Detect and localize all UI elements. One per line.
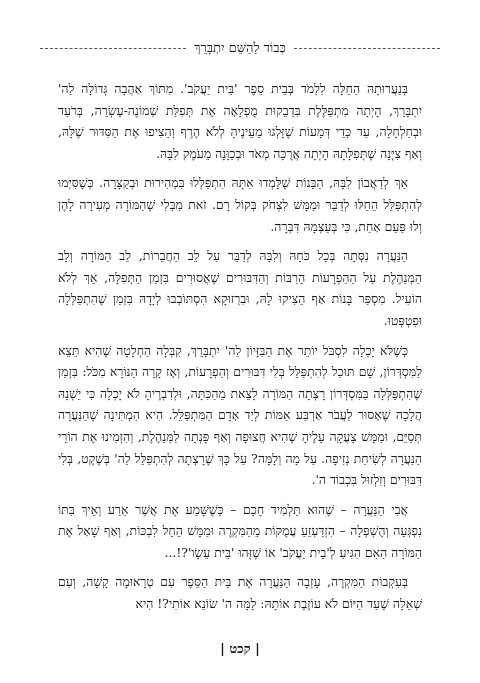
paragraph: הַנַּעֲרָה נִסְּתָה בְּכָל כֹּחָהּ וְלִבָּהּ לְדַבֵּר עַל לֵב הַחֲבֵרוֹת, לֵב הַמּוֹרָה וְלֵב הַמְּנַהֶלֶת עַל הַהַפְרָעוֹת הָרַבּוֹת וְהַדִּבּוּרִים שֶׁאֲסוּרִים בִּזְמַן הַתְּפִלָּה, אַךְ לְלֹא הוֹעִיל. מִסְפַּר בָּנוֹת אַף הֵצִיקוּ לָהּ, וּבִרְזוּקָא הִסְתּוֹבְבוּ לְיָדָהּ בִּזְמַן שֶׁהִתְפַּלְּלָה וּפִטְפְּטוּ.: [58, 248, 422, 328]
header-rule-left: [40, 48, 186, 49]
header-rule-right: [294, 48, 440, 49]
page-number: | קכט |: [220, 642, 260, 657]
body-text: [58, 78, 422, 623]
running-header: [40, 40, 440, 56]
paragraph: כְּשֶׁלֹּא יָכְלָה לִסְבֹּל יוֹתֵר אֶת הַבִּזָּיוֹן לַה' יִתְבָּרֵךְ, קִבְּלָה הַחְלָטָה שֶׁהִיא תֵּצֵא לַמִּסְדְּרוֹן, שָׁם תּוּכַל לְהִתְפַּלֵּל בְּלִי דִּבּוּרִים וְהַפְרָעוֹת, וְאָז קָרָה הַנּוֹרָא מִכֹּל: בִּזְמַן שֶׁהִתְפַּלְּלָה בַּמִּסְדְּרוֹן רָצְתָה הַמּוֹרָה לָצֵאת מֵהַכִּתָּה, וּלְדִבְרֶיהָ לֹא יָכְלָה כִּי יֵשְׁנָהּ הֲלָכָה שֶׁאָסוּר לַעֲבֹר אַרְבַּע אַמּוֹת לְיַד אָדָם הַמִּתְפַּלֵּל. הִיא הִמְתִּינָה שֶׁהַנַּעֲרָה תְּסַיֵּם, וּמַמָּשׁ צָעֲקָה עָלֶיהָ שֶׁהִיא חֲצוּפָה וְאַף פָּנְתָה לַמְּנַהֶלֶת, וְהִזְמִינוּ אֶת הוֹרֵי הַנַּעֲרָה לְשִׂיחַת נְזִיפָה. עַל מָה וְלָמָּה? עַל כָּךְ שֶׁרָצְתָה לְהִתְפַּלֵּל לַה' בְּשֶׁקֶט, בְּלִי דִּבּוּרִים וְזִלְזוּל בִּכְבוֹד ה'.: [58, 342, 422, 488]
paragraph: אֲבִי הַנַּעֲרָה – שֶׁהוּא תַּלְמִיד חָכָם – כְּשֶׁשָּׁמַע אֶת אֲשֶׁר אֵרַע וְאֵיךְ בִּתּוֹ נִפְגְּעָה וְהֻשְׁפְּלָה – הִזְדַּעְזֵעַ עֲמֻקּוֹת מֵהַמִּקְרֶה וּמַמָּשׁ הֵחֵל לִבְכּוֹת, וְאַף שָׁאַל אֶת הַמּוֹרָה הַאִם הִגִּיעַ לְ'בֵית יַעֲקֹב' אוֹ שֶׁזֶּהוּ 'בֵּית עֵשָׂו'?!...: [58, 501, 422, 560]
paragraph: בְּנַעֲרוּתָהּ הַחֵלָּה לִלְמֹד בְּבֵית סֵפֶר 'בֵּית יַעֲקֹב'. מִתּוֹךְ אַהֲבָה גְּדוֹלָה לַה' יִתְבָּרֵךְ, הָיְתָה מִתְפַּלֶּלֶת בִּדְבֵקוּת מֻפְלָאָה אֶת תְּפִלַּת שְׁמוֹנֶה-עֶשְׂרֵה, בְּרֹעַד וּבְחַלְחָלָה, עַד כְּדֵי דְּמָעוֹת שֶׁזָּלְגוּ מֵעֵינֶיהָ לְלֹא הֶרֶף וְהֵצִיפוּ אֶת הַסִּדּוּר שֶׁלָּהּ, וְאַף צִיְּנָה שֶׁתְּפִלָּתָהּ הָיְתָה אֲרֻכָּה מְאֹד וּבְכַוָּנָה מֵעֹמֶק לִבָּהּ.: [58, 81, 422, 161]
header-title: כְּבוֹד לַהַשֵּׁם יִתְבָּרֵךְ: [194, 41, 286, 56]
paragraph: בְּעִקְבוֹת הַמִּקְרֶה, עָזְבָה הַנַּעֲרָה אֶת בֵּית הַסֵּפֶר עִם טְרָאוּמָה קָשָׁה, וְעִם שְׁאֵלָה שֶׁעַד הַיּוֹם לֹא עוֹזֶבֶת אוֹתָהּ: לָמָּה ה' שׂוֹנֵא אוֹתִי?! הִיא: [58, 574, 422, 612]
paragraph: אַךְ לְדַאֲבוֹן לִבָּהּ, הַבָּנוֹת שֶׁלָּמְדוּ אִתָּהּ הִתְפַּלְּלוּ בִּמְהִירוּת וּבְקַצָּרָה. כְּשֶׁסִּיְּמוּ לְהִתְפַּלֵּל הֵחֵלּוּ לְדַבֵּר וּמַמָּשׁ לִצְחֹק בְּקוֹל רָם. זֹאת מִבְּלִי שֶׁהַמּוֹרָה מְעִירָה לָהֶן וְלוּ פַּעַם אַחַת, כִּי בְּעַצְמָהּ דִּבְּרָה.: [58, 175, 422, 234]
